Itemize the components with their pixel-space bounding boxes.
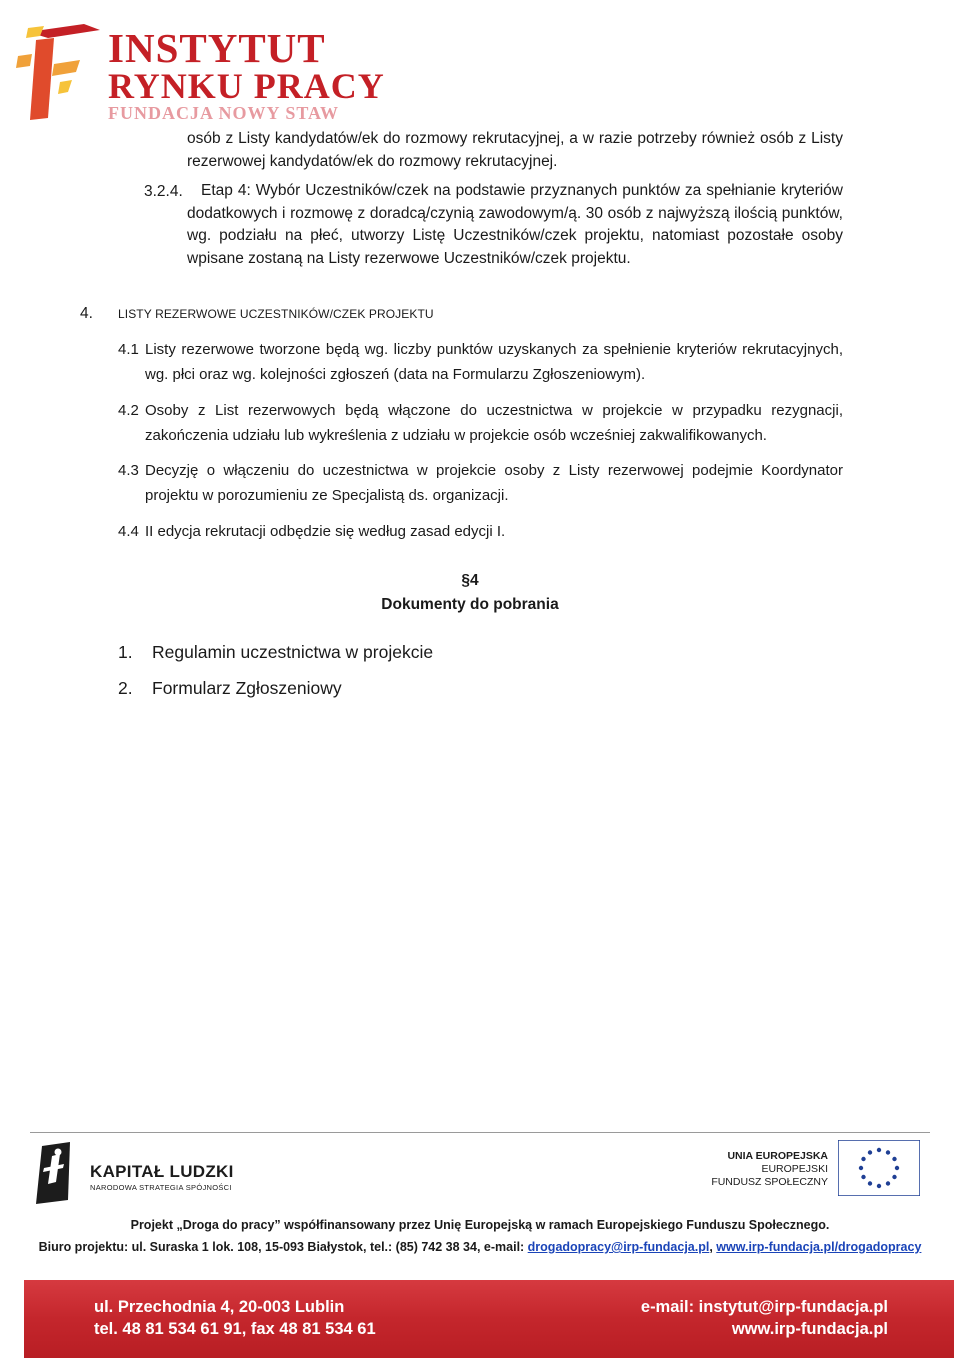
item-4-3-number: 4.3 [118,462,139,479]
item-4-4-text: II edycja rekrutacji odbędzie się według zasad edycji I. [145,523,506,540]
band-email: e-mail: instytut@irp-fundacja.pl [640,1298,888,1316]
paragraph-4-title: Dokumenty do pobrania [381,596,559,613]
eu-label-line1: UNIA EUROPEJSKA [727,1150,828,1162]
section-4-heading: LISTY REZERWOWE UCZESTNIKÓW/CZEK PROJEKTU [118,307,434,321]
eu-label-line3: FUNDUSZ SPOŁECZNY [711,1176,828,1188]
item-4-1-number: 4.1 [118,341,139,358]
document-1-label: Regulamin uczestnictwa w projekcie [152,642,434,662]
item-3-2-4-text: Etap 4: Wybór Uczestników/czek na podstawie przyznanych punktów za spełnianie kryteriów dodatkowych i rozmowę z doradcą/czynią zawodowym/ą. 30 osób z najwyższą ilością punktów, wg. podziału na płeć, utworzy Listę Uczestników/czek projektu, natomiast pozostałe osoby wpisane zostaną na Listy rezerwowe Uczestników/czek projektu. [187,182,843,267]
item-4-3-text: Decyzję o włączeniu do uczestnictwa w projekcie osoby z Listy rezerwowej podejmie Koordynator projektu w porozumieniu ze Specjalistą ds. organizacji. [145,462,843,504]
logo-title-line2: RYNKU PRACY [108,66,385,106]
kapital-ludzki-title: KAPITAŁ LUDZKI [90,1162,234,1181]
eu-label-line2: EUROPEJSKI [761,1163,828,1175]
logo-title-line1: INSTYTUT [108,25,326,71]
kapital-ludzki-subtitle: NARODOWA STRATEGIA SPÓJNOŚCI [90,1183,232,1192]
eu-flag-icon [838,1140,920,1196]
band-phone: tel. 48 81 534 61 91, fax 48 81 534 61 [94,1320,376,1338]
office-website-link[interactable]: www.irp-fundacja.pl/drogadopracy [716,1240,922,1254]
continuation-paragraph: osób z Listy kandydatów/ek do rozmowy rekrutacyjnej, a w razie potrzeby również osób z Listy rezerwowej kandydatów/ek do rozmowy rekrutacyjnej. [187,130,843,170]
office-address: Biuro projektu: ul. Suraska 1 lok. 108, 15-093 Białystok, tel.: (85) 742 38 34, e-mail: [38,1240,528,1254]
document-2-label: Formularz Zgłoszeniowy [152,678,342,698]
project-office-line [0,1240,960,1254]
document-2-number: 2. [118,678,133,698]
band-address: ul. Przechodnia 4, 20-003 Lublin [94,1298,345,1316]
eu-fund-label [711,1150,828,1189]
item-4-2-text: Osoby z List rezerwowych będą włączone do uczestnictwa w projekcie w przypadku rezygnacji, zakończenia udziału lub wykreślenia z udziału w projekcie osób wcześniej zakwalifikowanych. [145,402,843,444]
item-4-1-text: Listy rezerwowe tworzone będą wg. liczby punktów uzyskanych za spełnienie kryteriów rekrutacyjnych, wg. płci oraz wg. kolejności zgłoszeń (data na Formularzu Zgłoszeniowym). [145,341,843,383]
item-number-3-2-4: 3.2.4. [144,183,183,200]
item-4-2-number: 4.2 [118,402,139,419]
office-email-link[interactable]: drogadopracy@irp-fundacja.pl [527,1240,710,1254]
logo-subtitle: FUNDACJA NOWY STAW [108,103,340,123]
document-1-number: 1. [118,642,133,662]
paragraph-4-symbol: §4 [461,572,479,589]
contact-band [24,1280,954,1358]
section-4-number: 4. [80,305,93,322]
kapital-ludzki-logo-icon [34,1142,74,1204]
band-website: www.irp-fundacja.pl [731,1320,888,1338]
footer-divider [30,1132,930,1133]
instytut-logo-icon [14,22,106,122]
office-separator: , [709,1240,717,1254]
project-funding-line: Projekt „Droga do pracy” współfinansowany przez Unię Europejską w ramach Europejskiego Funduszu Społecznego. [130,1218,830,1232]
item-4-4-number: 4.4 [118,523,139,540]
